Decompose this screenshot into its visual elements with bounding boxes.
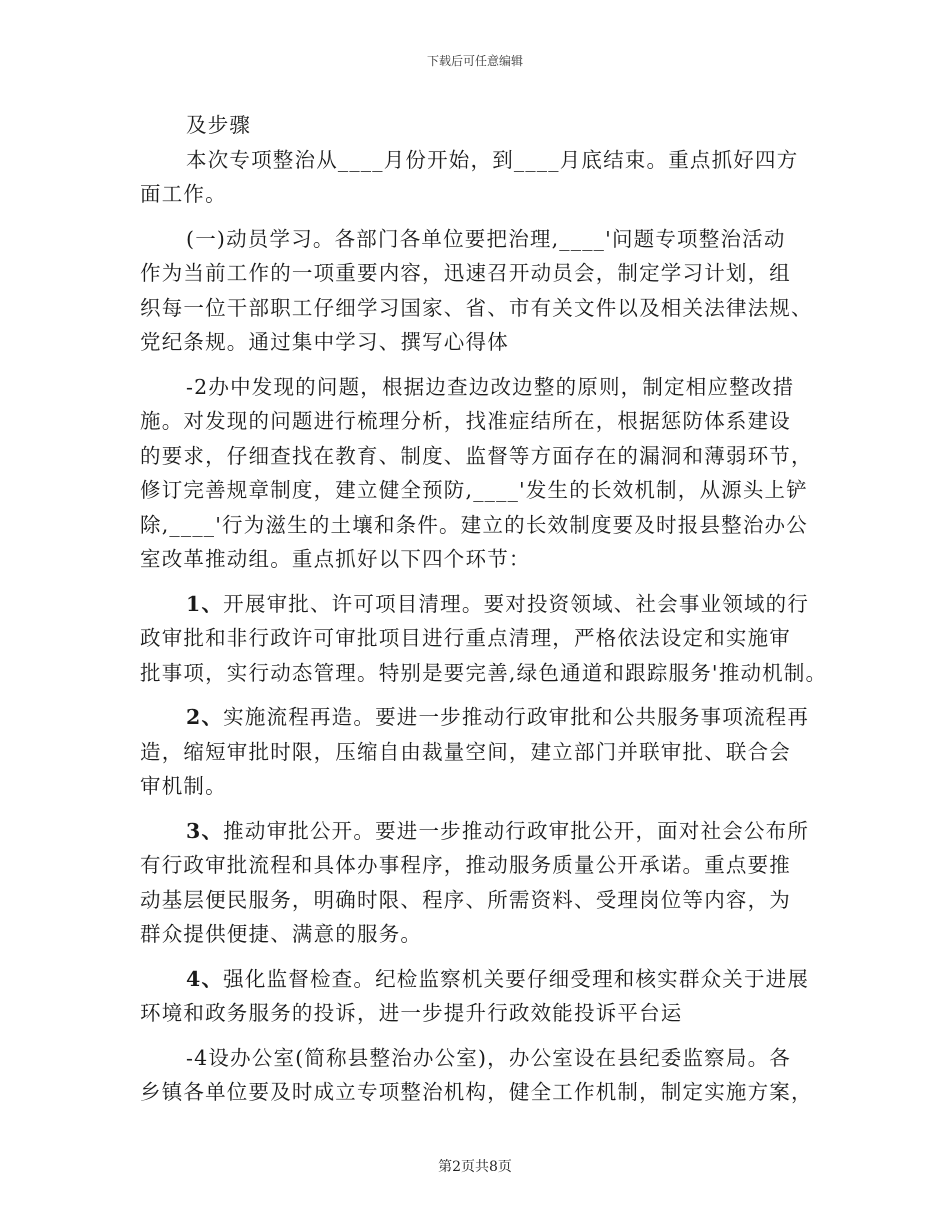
text-line-25: 环境和政务服务的投诉，进一步提升行政效能投诉平台运 — [140, 1001, 683, 1025]
item-number: 1、 — [186, 591, 224, 616]
text-line-1: 及步骤 — [186, 113, 252, 137]
document-body — [140, 108, 830, 1110]
text-line-12: 除,____'行为滋生的土壤和条件。建立的长效制度要及时报县整治办公 — [140, 512, 808, 537]
item-number: 4、 — [186, 966, 224, 991]
text-line-10: 的要求，仔细查找在教育、制度、监督等方面存在的漏洞和薄弱环节， — [140, 443, 813, 468]
text-line-18: 造，缩短审批时限，压缩自由裁量空间，建立部门并联审批、联合会 — [140, 739, 791, 764]
text-line-16: 批事项，实行动态管理。特别是要完善,绿色通道和跟踪服务'推动机制。 — [140, 660, 828, 685]
text-line-21: 有行政审批流程和具体办事程序，推动服务质量公开承诺。重点要推 — [140, 853, 791, 877]
text-line-11: 修订完善规章制度，建立健全预防,____'发生的长效机制，从源头上铲 — [140, 478, 808, 502]
text-line-24: 4、强化监督检查。纪检监察机关要仔细受理和核实群众关于进展 — [186, 966, 810, 991]
text-line-27: 乡镇各单位要及时成立专项整治机构，健全工作机制，制定实施方案， — [140, 1080, 813, 1104]
text-line-17: 2、实施流程再造。要进一步推动行政审批和公共服务事项流程再 — [186, 705, 810, 729]
text-line-6: 织每一位干部职工仔细学习国家、省、市有关文件以及相关法律法规、 — [140, 295, 813, 320]
text-line-20: 3、推动审批公开。要进一步推动行政审批公开，面对社会公布所 — [186, 818, 810, 843]
item-number: 2、 — [186, 705, 224, 729]
text-line-5: 作为当前工作的一项重要内容，迅速召开动员会，制定学习计划，组 — [140, 261, 791, 285]
text-line-23: 群众提供便捷、满意的服务。 — [140, 922, 423, 946]
text-line-19: 审机制。 — [140, 774, 227, 798]
text-line-9: 施。对发现的问题进行梳理分析，找准症结所在，根据惩防体系建设 — [140, 409, 791, 433]
page-number: 第2页共8页 — [438, 1159, 512, 1175]
text-line-3: 面工作。 — [140, 182, 227, 206]
text-line-26: -4设办公室(简称县整治办公室)，办公室设在县纪委监察局。各 — [186, 1045, 791, 1070]
text-line-4: (一)动员学习。各部门各单位要把治理,____'问题专项整治活动 — [186, 226, 786, 251]
text-line-8: -2办中发现的问题，根据边查边改边整的原则，制定相应整改措 — [186, 374, 795, 399]
text-line-22: 动基层便民服务，明确时限、程序、所需资料、受理岗位等内容，为 — [140, 887, 791, 912]
text-line-2: 本次专项整治从____月份开始，到____月底结束。重点抓好四方 — [186, 147, 799, 172]
page-header: 下载后可任意编辑 — [426, 54, 523, 68]
item-number: 3、 — [186, 818, 224, 843]
text-line-13: 室改革推动组。重点抓好以下四个环节： — [140, 547, 531, 571]
text-line-7: 党纪条规。通过集中学习、撰写心得体 — [140, 330, 509, 354]
text-line-14: 1、开展审批、许可项目清理。要对投资领域、社会事业领域的行 — [186, 591, 810, 616]
text-line-15: 政审批和非行政许可审批项目进行重点清理，严格依法设定和实施审 — [140, 626, 791, 650]
